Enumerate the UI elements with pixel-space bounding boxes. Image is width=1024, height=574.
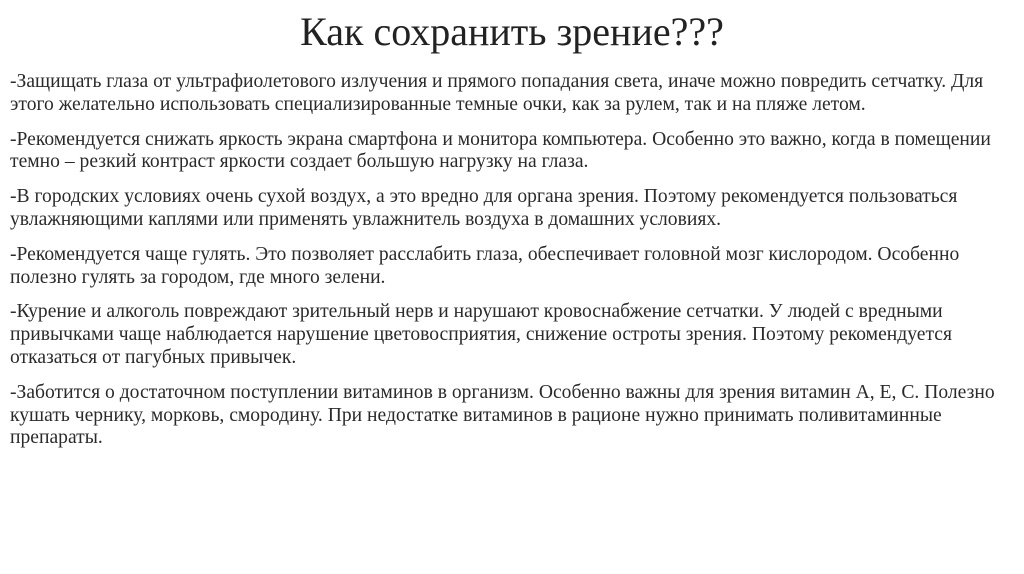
paragraph-vitamins: -Заботится о достаточном поступлении витаминов в организм. Особенно важны для зрения витамин А, Е, С. Полезно кушать чернику, морковь, смородину. При недостатке витаминов в рационе нужно принимать поливитаминные препараты.: [10, 381, 995, 449]
paragraph-bad-habits: -Курение и алкоголь повреждают зрительный нерв и нарушают кровоснабжение сетчатки. У людей с вредными привычками чаще наблюдается нарушение цветовосприятия, снижение остроты зрения. Поэтому рекомендуется отказаться от пагубных привычек.: [10, 301, 952, 368]
slide-body: [10, 71, 1014, 462]
paragraph-screen-brightness: -Рекомендуется снижать яркость экрана смартфона и монитора компьютера. Особенно это важно, когда в помещении темно – резкий контраст яркости создает большую нагрузку на глаза.: [10, 128, 991, 173]
slide-title: Как сохранить зрение???: [300, 9, 724, 54]
paragraph-uv-protection: -Защищать глаза от ультрафиолетового излучения и прямого попадания света, иначе можно повредить сетчатку. Для этого желательно использовать специализированные темные очки, как за рулем, так и на пляже летом.: [10, 71, 984, 115]
paragraph-dry-air: -В городских условиях очень сухой воздух, а это вредно для органа зрения. Поэтому рекомендуется пользоваться увлажняющими каплями или применять увлажнитель воздуха в домашних условиях.: [10, 186, 958, 230]
paragraph-walking: -Рекомендуется чаще гулять. Это позволяет расслабить глаза, обеспечивает головной мозг кислородом. Особенно полезно гулять за городом, где много зелени.: [10, 243, 960, 288]
